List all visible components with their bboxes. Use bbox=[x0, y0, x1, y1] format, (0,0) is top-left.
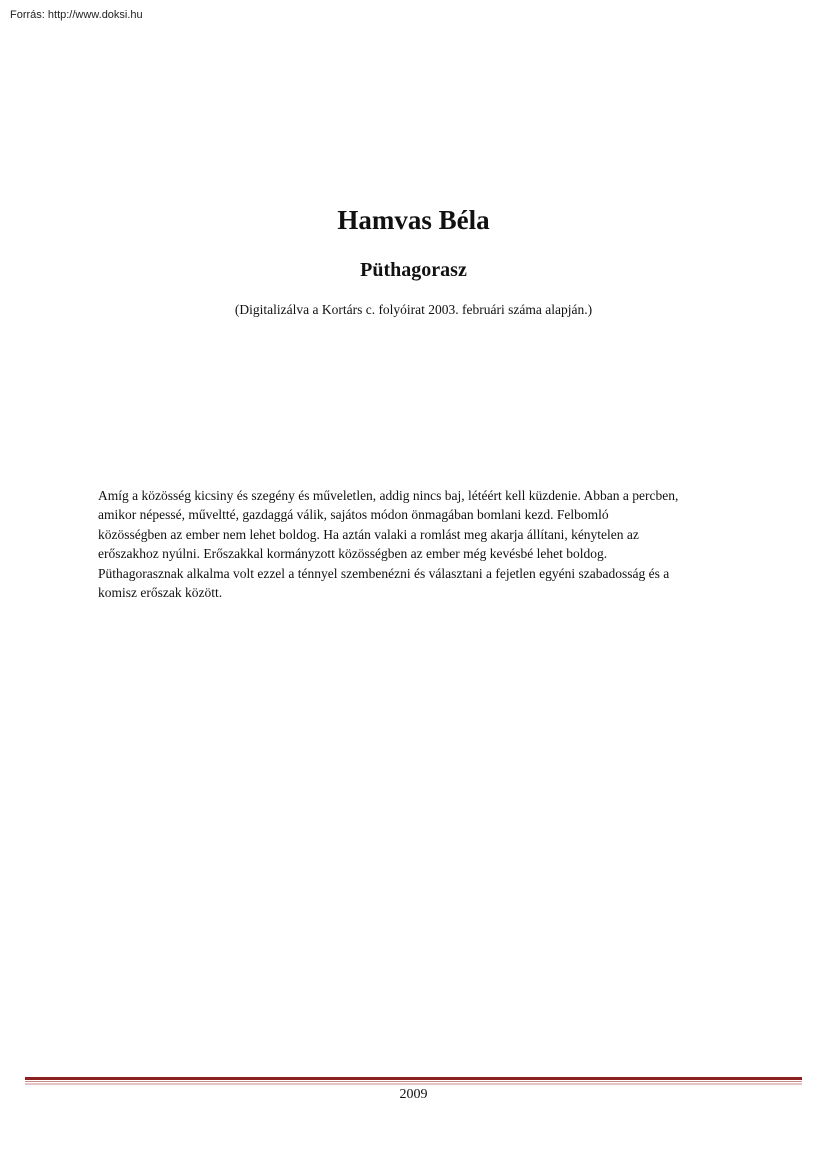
paragraph-line: amikor népessé, műveltté, gazdaggá válik, sajátos módon önmagában bomlani kezd. Felbomló bbox=[98, 507, 609, 523]
document-title: Püthagorasz bbox=[360, 259, 467, 281]
paragraph-line: erőszakhoz nyúlni. Erőszakkal kormányzott közösségben az ember még kevésbé lehet boldog. bbox=[98, 546, 608, 562]
footer-divider-dark bbox=[25, 1077, 802, 1080]
paragraph-line: Püthagorasznak alkalma volt ezzel a ténnyel szembenézni és választani a fejetlen egyéni szabadosság és a bbox=[98, 565, 670, 581]
digitization-note: (Digitalizálva a Kortárs c. folyóirat 2003. februári száma alapján.) bbox=[234, 302, 593, 317]
footer-divider-mid bbox=[25, 1081, 802, 1082]
body-paragraph bbox=[98, 486, 738, 602]
footer-divider bbox=[25, 1077, 802, 1085]
source-attribution: Forrás: http://www.doksi.hu bbox=[10, 9, 143, 21]
footer-divider-light bbox=[25, 1083, 802, 1085]
paragraph-line: közösségben az ember nem lehet boldog. Ha aztán valaki a romlást meg akarja állítani, kénytelen az bbox=[98, 526, 639, 542]
footer-year: 2009 bbox=[399, 1087, 428, 1102]
author-title: Hamvas Béla bbox=[337, 205, 490, 235]
paragraph-line: komisz erőszak között. bbox=[98, 585, 223, 601]
paragraph-line: Amíg a közösség kicsiny és szegény és műveletlen, addig nincs baj, létéért kell küzdenie. Abban a percben, bbox=[98, 488, 679, 503]
